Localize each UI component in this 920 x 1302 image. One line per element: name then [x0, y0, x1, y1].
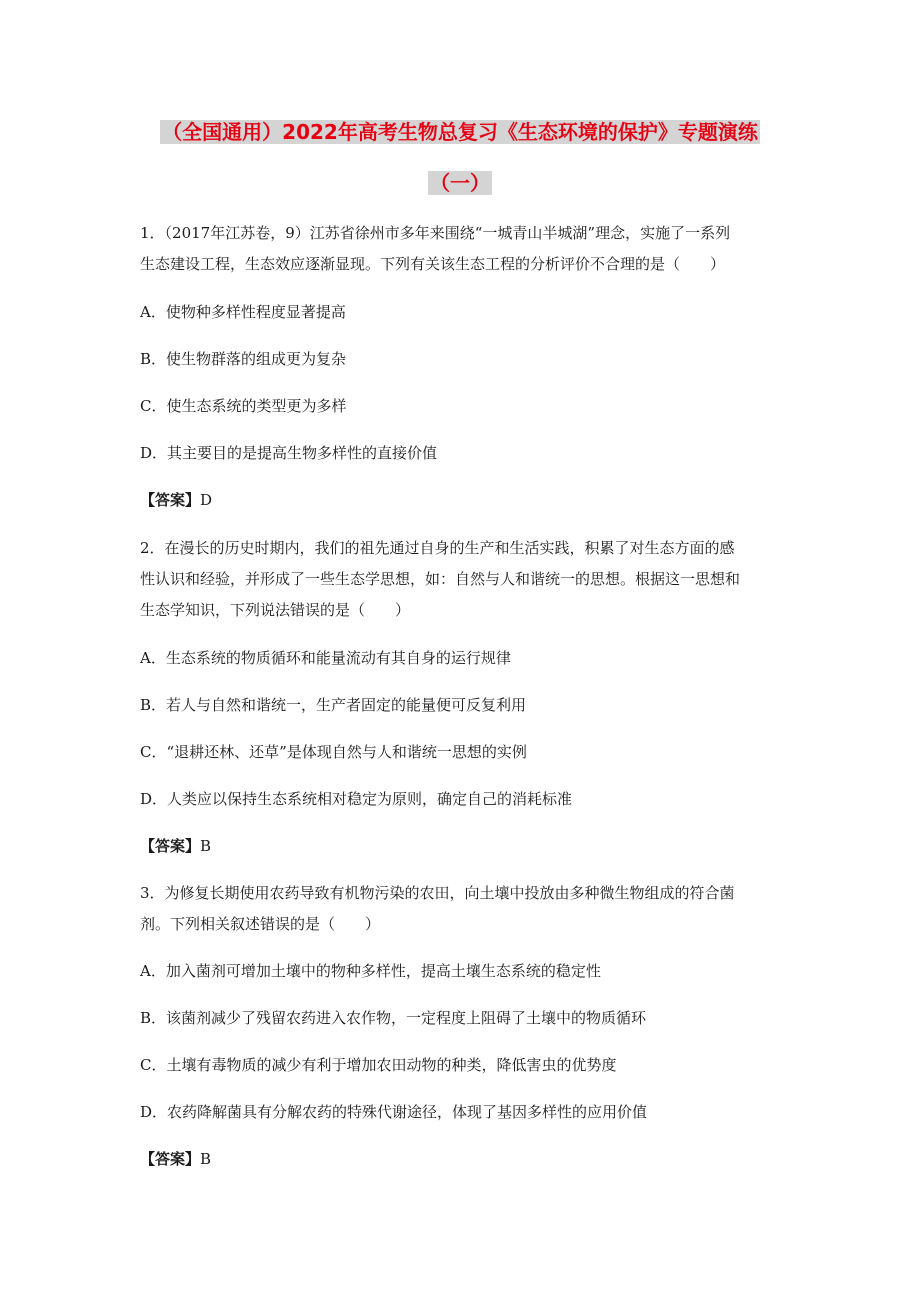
question-2-option-c: C．“退耕还林、还草”是体现自然与人和谐统一思想的实例	[140, 743, 527, 761]
question-2-stem-line-2: 性认识和经验，并形成了一些生态学思想，如：自然与人和谐统一的思想。根据这一思想和	[140, 570, 741, 588]
question-3-option-b: B．该菌剂减少了残留农药进入农作物，一定程度上阻碍了土壤中的物质循环	[140, 1009, 647, 1027]
question-3-option-a: A．加入菌剂可增加土壤中的物种多样性，提高土壤生态系统的稳定性	[140, 962, 601, 980]
question-2-option-a: A．生态系统的物质循环和能量流动有其自身的运行规律	[140, 649, 511, 667]
question-1-answer	[140, 490, 790, 510]
question-3-answer	[140, 1149, 790, 1169]
question-2-option-b: B．若人与自然和谐统一，生产者固定的能量便可反复利用	[140, 696, 527, 714]
title-text-1: （全国通用）2022年高考生物总复习《生态环境的保护》专题演练	[162, 120, 758, 144]
document-title-line-1	[0, 117, 920, 147]
question-3-stem-line-1: 3．为修复长期使用农药导致有机物污染的农田，向土壤中投放由多种微生物组成的符合菌	[140, 884, 735, 902]
question-1-stem-line-2: 生态建设工程，生态效应逐渐显现。下列有关该生态工程的分析评价不合理的是（ ）	[140, 255, 726, 273]
question-2-stem-line-1: 2．在漫长的历史时期内，我们的祖先通过自身的生产和生活实践，积累了对生态方面的感	[140, 539, 735, 557]
answer-value: D	[200, 491, 213, 509]
answer-label: 【答案】	[140, 491, 201, 509]
answer-value: B	[200, 1150, 212, 1168]
answer-value: B	[200, 837, 212, 855]
question-3-stem-line-2: 剂。下列相关叙述错误的是（ ）	[140, 915, 381, 933]
question-3-option-c: C．土壤有毒物质的减少有利于增加农田动物的种类，降低害虫的优势度	[140, 1056, 617, 1074]
question-1-option-b: B．使生物群落的组成更为复杂	[140, 350, 347, 368]
question-1-option-c: C．使生态系统的类型更为多样	[140, 397, 347, 415]
document-title-line-2	[0, 168, 920, 198]
title-text-2: （一）	[430, 171, 490, 195]
answer-label: 【答案】	[140, 837, 201, 855]
question-2-stem-line-3: 生态学知识，下列说法错误的是（ ）	[140, 601, 411, 619]
question-2-answer	[140, 836, 790, 856]
question-3-option-d: D．农药降解菌具有分解农药的特殊代谢途径，体现了基因多样性的应用价值	[140, 1103, 648, 1121]
question-1-stem-line-1: 1．（2017年江苏卷，9）江苏省徐州市多年来围绕“一城青山半城湖”理念，实施了一系列	[140, 224, 731, 242]
question-2-option-d: D．人类应以保持生态系统相对稳定为原则，确定自己的消耗标准	[140, 790, 573, 808]
question-1-option-a: A．使物种多样性程度显著提高	[140, 303, 346, 321]
question-1-option-d: D．其主要目的是提高生物多样性的直接价值	[140, 444, 438, 462]
answer-label: 【答案】	[140, 1150, 201, 1168]
